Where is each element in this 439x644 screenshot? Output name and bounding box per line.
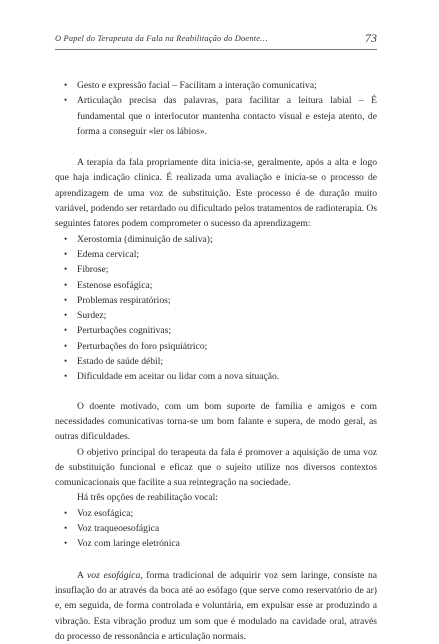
list-item: • Voz traqueoesofágica (55, 521, 377, 536)
bullet-icon: • (64, 80, 68, 90)
list-item: • Problemas respiratórios; (55, 293, 377, 308)
list-item: • Edema cervical; (55, 247, 377, 262)
list-item: • Voz esofágica; (55, 506, 377, 521)
list-item: • Dificuldade em aceitar ou lidar com a nova situação. (55, 369, 377, 384)
running-head: O Papel do Terapeuta da Fala na Reabilitação do Doente… (55, 34, 268, 43)
list-item: • Perturbações cognitivas; (55, 323, 377, 338)
bullet-icon: • (64, 371, 68, 382)
risk-factors-list (55, 232, 377, 385)
list-item: • Estenose esofágica; (55, 278, 377, 293)
bullet-icon: • (64, 356, 68, 367)
bullet-icon: • (64, 294, 68, 305)
bullet-icon: • (64, 264, 68, 275)
bullet-icon: • (64, 248, 68, 259)
paragraph: A terapia da fala propriamente dita inicia-se, geralmente, após a alta e logo que haja indicação clínica. É realizada uma avaliação e inicia-se o processo de aprendizagem de uma voz de substituição. Este processo é de duração muito variável, podendo ser retardado ou dificultado pelos tratamentos de radioterapia. Os seguintes fatores podem comprometer o sucesso da aprendizagem: (55, 157, 377, 230)
paragraph: O objetivo principal do terapeuta da fala é promover a aquisição de uma voz de substituição funcional e eficaz que o sujeito utilize nos diversos contextos comunicacionais que facilite a sua reintegração na sociedade. (55, 446, 377, 489)
list-item: • Surdez; (55, 308, 377, 323)
page-number: 73 (365, 31, 377, 45)
list-item: • Gesto e expressão facial – Facilitam a interação comunicativa; (55, 78, 377, 93)
paragraph: Há três opções de reabilitação vocal: (77, 492, 218, 504)
bullet-icon: • (64, 340, 68, 351)
emphasized-term: voz esofágica (87, 569, 141, 581)
bullet-icon: • (64, 325, 68, 336)
bullet-icon: • (64, 523, 68, 534)
vocal-options-list (55, 506, 377, 552)
list-item: • Estado de saúde débil; (55, 354, 377, 369)
paragraph: A voz esofágica, forma tradicional de adquirir voz sem laringe, consiste na insuflação do ar através da boca até ao esófago (que serve como reservatório de ar) e, em seguida, de forma controlada e voluntária, em expulsar esse ar produzindo a vibração. Esta vibração produz um som que é modulado na cavidade oral, através do processo de ressonância e articulação normais. (55, 569, 377, 642)
bullet-icon: • (64, 538, 68, 549)
list-item: • Perturbações do foro psiquiátrico; (55, 339, 377, 354)
paragraph: O doente motivado, com um bom suporte de família e amigos e com necessidades comunicativas torna-se um bom falante e supera, de modo geral, as outras dificuldades. (55, 400, 377, 443)
list-item: • Voz com laringe eletrónica (55, 536, 377, 551)
header-rule (55, 49, 377, 50)
body-text (55, 78, 377, 644)
bullet-icon: • (64, 310, 68, 321)
bullet-icon: • (64, 507, 68, 518)
list-item: • Articulação precisa das palavras, para facilitar a leitura labial – É fundamental que o interlocutor mantenha contacto visual e esteja atento, de forma a conseguir «ler os lábios». (64, 95, 377, 137)
bullet-icon: • (64, 95, 68, 106)
list-item: • Fibrose; (55, 262, 377, 277)
communication-tips-list (55, 78, 377, 139)
bullet-icon: • (64, 279, 68, 290)
bullet-icon: • (64, 233, 68, 244)
list-item: • Xerostomia (diminuição de saliva); (55, 232, 377, 247)
